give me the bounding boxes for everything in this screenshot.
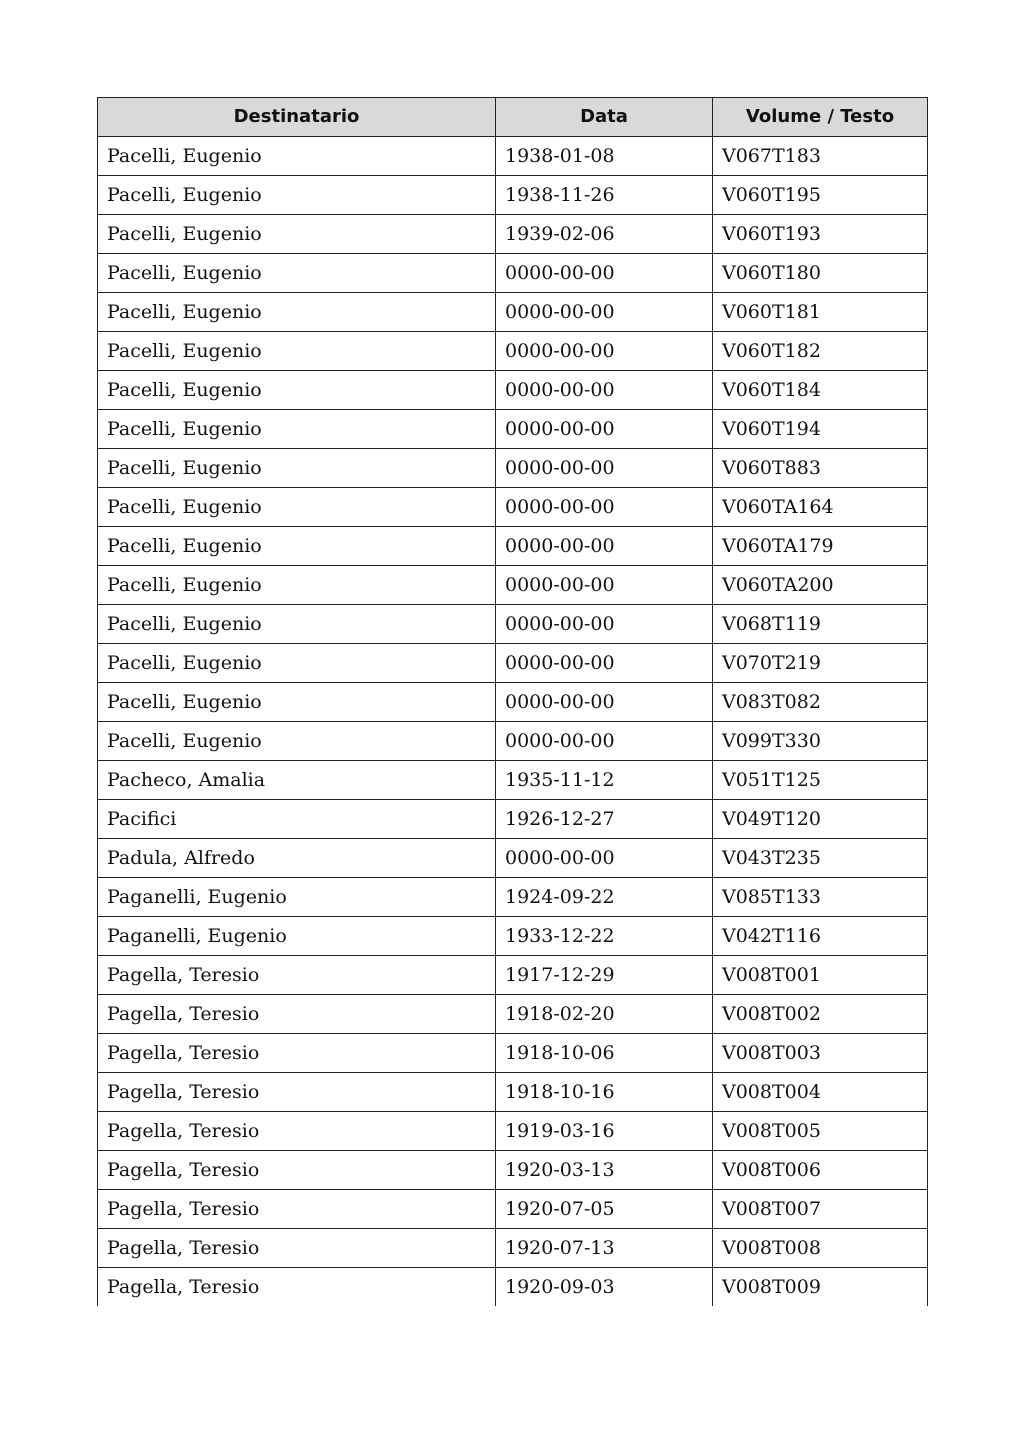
cell-data: 1920-09-03 <box>496 1268 713 1307</box>
cell-volume-testo: V008T004 <box>713 1073 928 1112</box>
header-row <box>98 98 928 137</box>
cell-volume-testo: V043T235 <box>713 839 928 878</box>
cell-volume-testo: V060T184 <box>713 371 928 410</box>
table-row <box>98 1229 928 1268</box>
cell-destinatario: Paganelli, Eugenio <box>98 917 496 956</box>
table-body <box>98 137 928 1307</box>
cell-data: 0000-00-00 <box>496 371 713 410</box>
cell-data: 0000-00-00 <box>496 839 713 878</box>
table-row <box>98 1151 928 1190</box>
cell-destinatario: Pagella, Teresio <box>98 1229 496 1268</box>
table-row <box>98 644 928 683</box>
cell-destinatario: Pacelli, Eugenio <box>98 332 496 371</box>
table-row <box>98 1034 928 1073</box>
cell-destinatario: Pacelli, Eugenio <box>98 722 496 761</box>
table-row <box>98 1268 928 1307</box>
cell-volume-testo: V085T133 <box>713 878 928 917</box>
cell-data: 1933-12-22 <box>496 917 713 956</box>
cell-destinatario: Pacelli, Eugenio <box>98 254 496 293</box>
letters-table <box>97 97 928 1306</box>
cell-data: 0000-00-00 <box>496 527 713 566</box>
cell-destinatario: Pacelli, Eugenio <box>98 683 496 722</box>
table-row <box>98 254 928 293</box>
cell-destinatario: Pagella, Teresio <box>98 1112 496 1151</box>
cell-data: 0000-00-00 <box>496 449 713 488</box>
cell-volume-testo: V051T125 <box>713 761 928 800</box>
table-row <box>98 839 928 878</box>
cell-destinatario: Pacelli, Eugenio <box>98 449 496 488</box>
cell-destinatario: Pagella, Teresio <box>98 956 496 995</box>
cell-data: 1918-10-06 <box>496 1034 713 1073</box>
cell-data: 0000-00-00 <box>496 722 713 761</box>
cell-destinatario: Pacheco, Amalia <box>98 761 496 800</box>
cell-volume-testo: V060TA179 <box>713 527 928 566</box>
table-row <box>98 995 928 1034</box>
cell-destinatario: Pacelli, Eugenio <box>98 137 496 176</box>
cell-data: 1939-02-06 <box>496 215 713 254</box>
cell-destinatario: Pagella, Teresio <box>98 1190 496 1229</box>
cell-destinatario: Padula, Alfredo <box>98 839 496 878</box>
cell-volume-testo: V067T183 <box>713 137 928 176</box>
table-row <box>98 800 928 839</box>
cell-volume-testo: V060T181 <box>713 293 928 332</box>
table-row <box>98 917 928 956</box>
table-row <box>98 683 928 722</box>
table-row <box>98 215 928 254</box>
cell-destinatario: Pacelli, Eugenio <box>98 488 496 527</box>
cell-data: 1920-07-05 <box>496 1190 713 1229</box>
cell-destinatario: Pacifici <box>98 800 496 839</box>
cell-data: 0000-00-00 <box>496 644 713 683</box>
cell-volume-testo: V099T330 <box>713 722 928 761</box>
cell-data: 0000-00-00 <box>496 293 713 332</box>
cell-volume-testo: V042T116 <box>713 917 928 956</box>
cell-volume-testo: V060TA164 <box>713 488 928 527</box>
cell-volume-testo: V060T180 <box>713 254 928 293</box>
cell-data: 0000-00-00 <box>496 410 713 449</box>
cell-data: 1917-12-29 <box>496 956 713 995</box>
cell-data: 1938-11-26 <box>496 176 713 215</box>
cell-data: 1920-03-13 <box>496 1151 713 1190</box>
cell-data: 1918-02-20 <box>496 995 713 1034</box>
cell-volume-testo: V008T009 <box>713 1268 928 1307</box>
table-row <box>98 956 928 995</box>
cell-data: 1918-10-16 <box>496 1073 713 1112</box>
cell-data: 0000-00-00 <box>496 332 713 371</box>
table-row <box>98 878 928 917</box>
table-row <box>98 566 928 605</box>
cell-data: 0000-00-00 <box>496 605 713 644</box>
cell-volume-testo: V008T001 <box>713 956 928 995</box>
cell-volume-testo: V008T007 <box>713 1190 928 1229</box>
cell-destinatario: Pacelli, Eugenio <box>98 293 496 332</box>
table-row <box>98 293 928 332</box>
cell-destinatario: Pacelli, Eugenio <box>98 527 496 566</box>
header-volume-testo: Volume / Testo <box>713 98 928 137</box>
cell-volume-testo: V008T006 <box>713 1151 928 1190</box>
header-destinatario: Destinatario <box>98 98 496 137</box>
cell-volume-testo: V068T119 <box>713 605 928 644</box>
cell-data: 0000-00-00 <box>496 566 713 605</box>
cell-volume-testo: V060T182 <box>713 332 928 371</box>
cell-volume-testo: V060TA200 <box>713 566 928 605</box>
cell-volume-testo: V049T120 <box>713 800 928 839</box>
cell-volume-testo: V008T008 <box>713 1229 928 1268</box>
cell-data: 1938-01-08 <box>496 137 713 176</box>
cell-destinatario: Pacelli, Eugenio <box>98 644 496 683</box>
cell-destinatario: Pagella, Teresio <box>98 1073 496 1112</box>
cell-destinatario: Pacelli, Eugenio <box>98 566 496 605</box>
table-row <box>98 1190 928 1229</box>
cell-destinatario: Pagella, Teresio <box>98 1151 496 1190</box>
cell-destinatario: Paganelli, Eugenio <box>98 878 496 917</box>
cell-volume-testo: V008T002 <box>713 995 928 1034</box>
cell-destinatario: Pagella, Teresio <box>98 1034 496 1073</box>
cell-volume-testo: V060T195 <box>713 176 928 215</box>
table-row <box>98 371 928 410</box>
cell-data: 1935-11-12 <box>496 761 713 800</box>
table-row <box>98 488 928 527</box>
cell-volume-testo: V060T883 <box>713 449 928 488</box>
cell-destinatario: Pagella, Teresio <box>98 995 496 1034</box>
table-row <box>98 1112 928 1151</box>
table-row <box>98 449 928 488</box>
cell-data: 1924-09-22 <box>496 878 713 917</box>
cell-volume-testo: V060T193 <box>713 215 928 254</box>
cell-data: 0000-00-00 <box>496 683 713 722</box>
table-row <box>98 137 928 176</box>
cell-destinatario: Pacelli, Eugenio <box>98 605 496 644</box>
cell-volume-testo: V083T082 <box>713 683 928 722</box>
table-row <box>98 1073 928 1112</box>
table-row <box>98 761 928 800</box>
cell-data: 1919-03-16 <box>496 1112 713 1151</box>
table-row <box>98 176 928 215</box>
cell-destinatario: Pacelli, Eugenio <box>98 410 496 449</box>
cell-destinatario: Pacelli, Eugenio <box>98 176 496 215</box>
table-row <box>98 332 928 371</box>
cell-volume-testo: V008T005 <box>713 1112 928 1151</box>
table-row <box>98 527 928 566</box>
cell-volume-testo: V008T003 <box>713 1034 928 1073</box>
cell-data: 0000-00-00 <box>496 488 713 527</box>
cell-volume-testo: V070T219 <box>713 644 928 683</box>
cell-data: 1926-12-27 <box>496 800 713 839</box>
cell-destinatario: Pacelli, Eugenio <box>98 215 496 254</box>
table-header <box>98 98 928 137</box>
header-data: Data <box>496 98 713 137</box>
table-row <box>98 410 928 449</box>
cell-volume-testo: V060T194 <box>713 410 928 449</box>
cell-data: 1920-07-13 <box>496 1229 713 1268</box>
cell-data: 0000-00-00 <box>496 254 713 293</box>
table-row <box>98 722 928 761</box>
table-row <box>98 605 928 644</box>
cell-destinatario: Pacelli, Eugenio <box>98 371 496 410</box>
cell-destinatario: Pagella, Teresio <box>98 1268 496 1307</box>
